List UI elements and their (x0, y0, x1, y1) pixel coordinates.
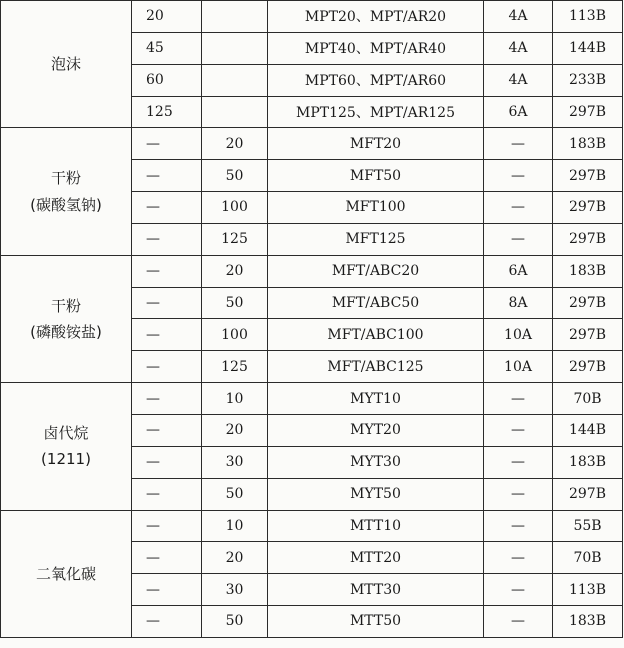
model-cell: MFT/ABC125 (268, 351, 484, 383)
quantity-cell: — (132, 478, 202, 510)
rating-b-cell: 144B (553, 32, 623, 64)
rating-a-cell: — (484, 160, 553, 192)
mass-cell: 50 (202, 606, 268, 638)
group-name-line: (磷酸铵盐) (30, 322, 102, 341)
mass-cell: 125 (202, 223, 268, 255)
mass-cell: 20 (202, 414, 268, 446)
mass-cell: 30 (202, 446, 268, 478)
rating-b-cell: 55B (553, 510, 623, 542)
table-row (1, 383, 623, 415)
quantity-cell: — (132, 319, 202, 351)
mass-cell (202, 32, 268, 64)
mass-cell: 100 (202, 192, 268, 224)
model-cell: MTT20 (268, 542, 484, 574)
quantity-cell: — (132, 351, 202, 383)
rating-a-cell: — (484, 383, 553, 415)
rating-b-cell: 183B (553, 255, 623, 287)
model-cell: MTT30 (268, 574, 484, 606)
quantity-cell: 125 (132, 96, 202, 128)
group-name-line: (1211) (41, 450, 91, 469)
model-cell: MFT50 (268, 160, 484, 192)
rating-b-cell: 233B (553, 64, 623, 96)
rating-a-cell: 8A (484, 287, 553, 319)
rating-b-cell: 113B (553, 574, 623, 606)
model-cell: MYT50 (268, 478, 484, 510)
rating-b-cell: 297B (553, 319, 623, 351)
quantity-cell: — (132, 128, 202, 160)
rating-a-cell: — (484, 414, 553, 446)
rating-a-cell: — (484, 510, 553, 542)
group-name-cell (1, 510, 132, 637)
quantity-cell: — (132, 606, 202, 638)
group-name-cell (1, 128, 132, 255)
mass-cell: 20 (202, 128, 268, 160)
rating-a-cell: 10A (484, 351, 553, 383)
quantity-cell: — (132, 446, 202, 478)
table-body (1, 1, 623, 638)
group-name-cell (1, 383, 132, 510)
rating-b-cell: 144B (553, 414, 623, 446)
rating-a-cell: — (484, 574, 553, 606)
rating-a-cell: — (484, 446, 553, 478)
model-cell: MPT20、MPT/AR20 (268, 1, 484, 33)
quantity-cell: — (132, 160, 202, 192)
quantity-cell: — (132, 542, 202, 574)
model-cell: MFT100 (268, 192, 484, 224)
rating-b-cell: 297B (553, 287, 623, 319)
mass-cell (202, 1, 268, 33)
rating-b-cell: 297B (553, 96, 623, 128)
mass-cell (202, 64, 268, 96)
model-cell: MPT40、MPT/AR40 (268, 32, 484, 64)
mass-cell (202, 96, 268, 128)
model-cell: MPT125、MPT/AR125 (268, 96, 484, 128)
table-row (1, 1, 623, 33)
rating-b-cell: 113B (553, 1, 623, 33)
model-cell: MFT/ABC20 (268, 255, 484, 287)
quantity-cell: — (132, 192, 202, 224)
quantity-cell: — (132, 223, 202, 255)
group-name-line: 二氧化碳 (35, 564, 96, 583)
quantity-cell: — (132, 287, 202, 319)
rating-b-cell: 297B (553, 223, 623, 255)
group-name-cell (1, 255, 132, 382)
table-row (1, 128, 623, 160)
rating-b-cell: 183B (553, 128, 623, 160)
rating-a-cell: — (484, 192, 553, 224)
quantity-cell: — (132, 383, 202, 415)
quantity-cell: 20 (132, 1, 202, 33)
rating-a-cell: 4A (484, 1, 553, 33)
model-cell: MFT/ABC50 (268, 287, 484, 319)
group-name-line: 泡沫 (50, 55, 81, 74)
rating-a-cell: — (484, 128, 553, 160)
group-name-line: 卤代烷 (43, 424, 89, 443)
quantity-cell: — (132, 574, 202, 606)
quantity-cell: — (132, 510, 202, 542)
rating-b-cell: 183B (553, 446, 623, 478)
mass-cell: 50 (202, 478, 268, 510)
rating-b-cell: 297B (553, 351, 623, 383)
table-row (1, 510, 623, 542)
model-cell: MTT50 (268, 606, 484, 638)
model-cell: MPT60、MPT/AR60 (268, 64, 484, 96)
mass-cell: 50 (202, 160, 268, 192)
rating-a-cell: — (484, 542, 553, 574)
model-cell: MFT/ABC100 (268, 319, 484, 351)
mass-cell: 20 (202, 542, 268, 574)
model-cell: MYT20 (268, 414, 484, 446)
model-cell: MFT125 (268, 223, 484, 255)
mass-cell: 125 (202, 351, 268, 383)
group-name-line: 干粉 (50, 296, 81, 315)
rating-b-cell: 297B (553, 192, 623, 224)
mass-cell: 10 (202, 383, 268, 415)
mass-cell: 30 (202, 574, 268, 606)
group-name-cell (1, 1, 132, 128)
rating-a-cell: 10A (484, 319, 553, 351)
rating-b-cell: 297B (553, 160, 623, 192)
rating-a-cell: — (484, 223, 553, 255)
rating-a-cell: 6A (484, 96, 553, 128)
group-name-line: (碳酸氢钠) (30, 195, 102, 214)
mass-cell: 10 (202, 510, 268, 542)
rating-b-cell: 70B (553, 542, 623, 574)
mass-cell: 20 (202, 255, 268, 287)
quantity-cell: — (132, 255, 202, 287)
quantity-cell: 60 (132, 64, 202, 96)
model-cell: MTT10 (268, 510, 484, 542)
rating-b-cell: 183B (553, 606, 623, 638)
model-cell: MFT20 (268, 128, 484, 160)
mass-cell: 100 (202, 319, 268, 351)
model-cell: MYT10 (268, 383, 484, 415)
rating-a-cell: — (484, 606, 553, 638)
rating-a-cell: 4A (484, 32, 553, 64)
rating-a-cell: 4A (484, 64, 553, 96)
rating-a-cell: — (484, 478, 553, 510)
table-row (1, 255, 623, 287)
rating-b-cell: 70B (553, 383, 623, 415)
group-name-line: 干粉 (50, 169, 81, 188)
rating-b-cell: 297B (553, 478, 623, 510)
mass-cell: 50 (202, 287, 268, 319)
quantity-cell: — (132, 414, 202, 446)
quantity-cell: 45 (132, 32, 202, 64)
model-cell: MYT30 (268, 446, 484, 478)
rating-a-cell: 6A (484, 255, 553, 287)
